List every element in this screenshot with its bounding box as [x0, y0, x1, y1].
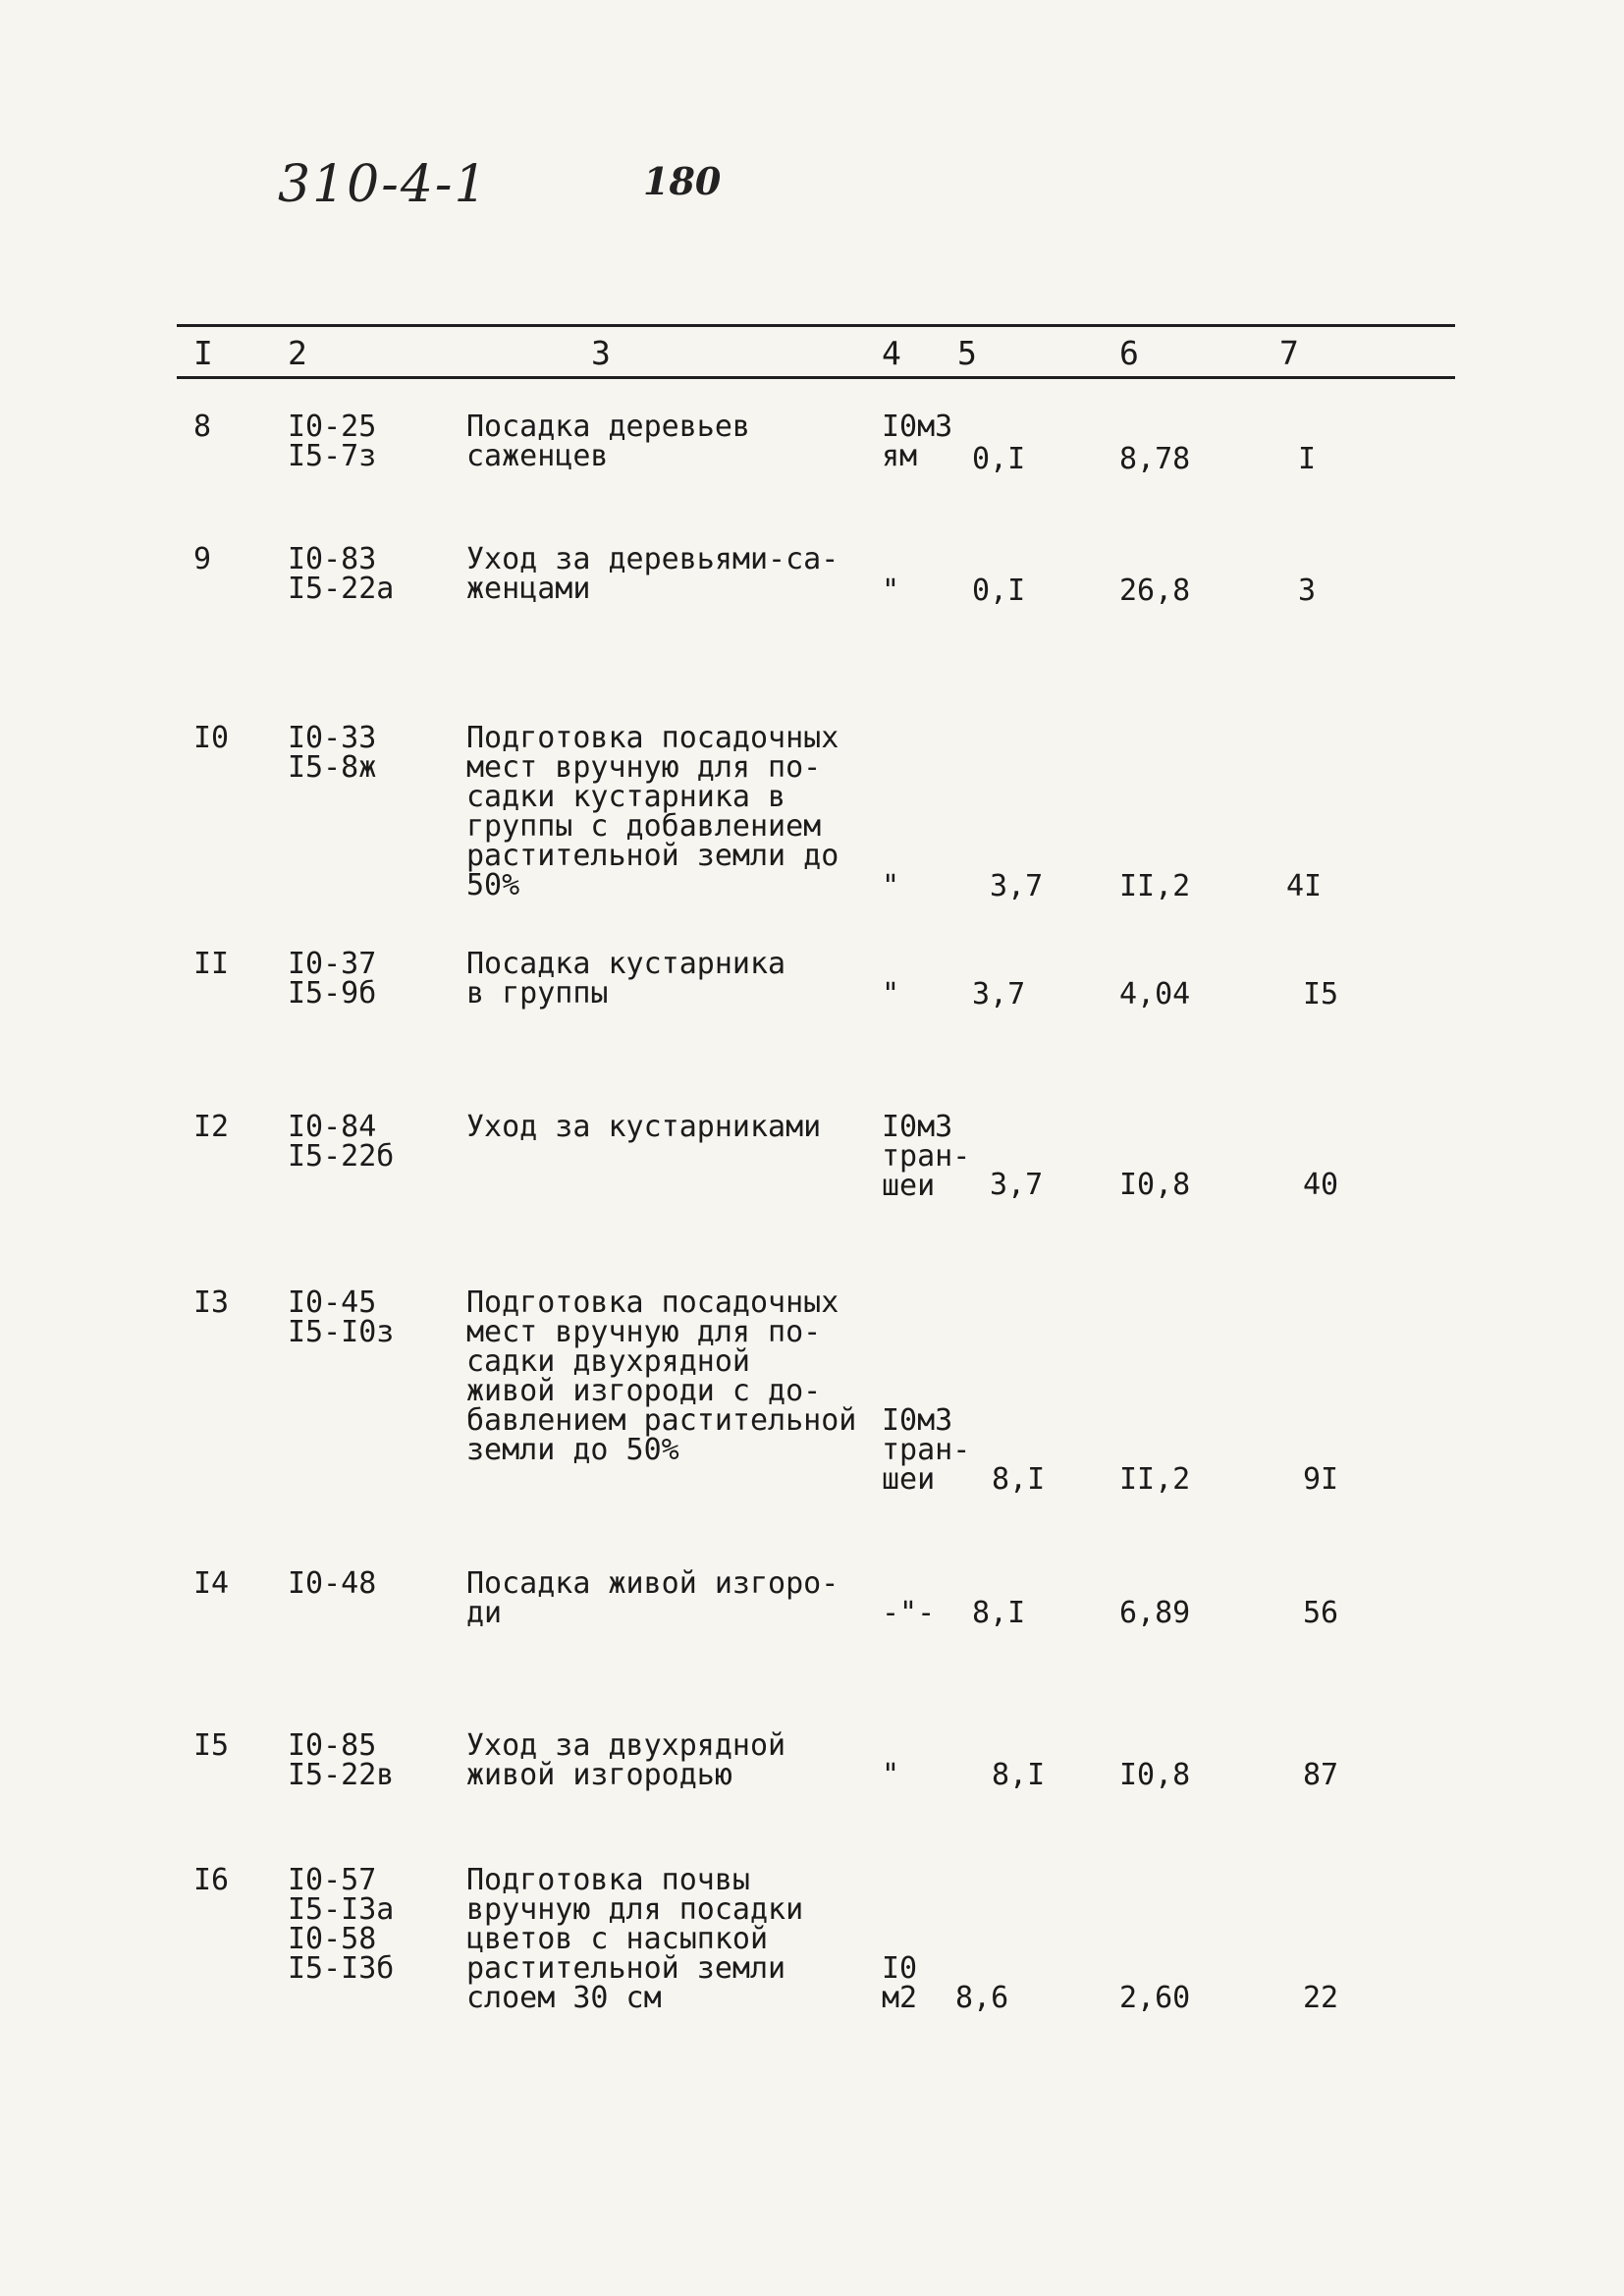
document-code: 310-4-1: [278, 155, 489, 214]
row-codes: I0-84 I5-22б: [288, 1110, 395, 1174]
row-number: I6: [193, 1863, 230, 1897]
row-total: I: [1298, 442, 1317, 476]
row-description: Подготовка посадочных мест вручную для по- садки двухрядной живой изгороди с до- бавлением растительной земли до 50%: [466, 1285, 857, 1467]
row-number: 8: [193, 410, 212, 444]
row-number: II: [193, 947, 230, 981]
row-price: II,2: [1119, 1462, 1191, 1497]
row-description: Уход за кустарниками: [466, 1110, 822, 1144]
row-quantity: 3,7: [972, 977, 1026, 1011]
row-number: I4: [193, 1566, 230, 1601]
row-price: 2,60: [1119, 1981, 1191, 2015]
row-description: Посадка деревьев саженцев: [466, 410, 750, 473]
row-total: I5: [1303, 977, 1339, 1011]
row-unit: ": [882, 1758, 900, 1792]
row-description: Подготовка посадочных мест вручную для по- садки кустарника в группы с добавлением растительной земли до 50%: [466, 721, 839, 902]
column-header-6: 6: [1119, 334, 1139, 372]
row-quantity: 8,I: [992, 1758, 1046, 1792]
row-quantity: 0,I: [972, 442, 1026, 476]
row-codes: I0-57 I5-I3а I0-58 I5-I3б: [288, 1863, 395, 1986]
row-price: 4,04: [1119, 977, 1191, 1011]
row-unit: ": [882, 869, 900, 903]
column-header-4: 4: [882, 334, 901, 372]
row-total: 4I: [1286, 869, 1323, 903]
row-number: I2: [193, 1110, 230, 1144]
table-top-rule: [177, 324, 1455, 327]
column-header-1: I: [193, 334, 213, 372]
table-header-rule: [177, 376, 1455, 379]
row-total: 9I: [1303, 1462, 1339, 1497]
row-price: I0,8: [1119, 1168, 1191, 1202]
row-codes: I0-37 I5-9б: [288, 947, 377, 1011]
row-unit: -"-: [882, 1596, 936, 1630]
row-description: Подготовка почвы вручную для посадки цветов с насыпкой растительной земли слоем 30 см: [466, 1863, 804, 2015]
row-unit: ": [882, 574, 900, 608]
row-price: 8,78: [1119, 442, 1191, 476]
row-codes: I0-33 I5-8ж: [288, 721, 377, 785]
row-total: 22: [1303, 1981, 1339, 2015]
row-unit: I0м3 тран- шеи: [882, 1403, 971, 1497]
row-quantity: 8,I: [972, 1596, 1026, 1630]
row-total: 87: [1303, 1758, 1339, 1792]
row-codes: I0-45 I5-I0з: [288, 1285, 395, 1349]
row-codes: I0-48: [288, 1566, 377, 1601]
row-codes: I0-85 I5-22в: [288, 1728, 395, 1792]
row-total: 3: [1298, 574, 1317, 608]
row-unit: I0 м2: [882, 1951, 918, 2015]
row-price: I0,8: [1119, 1758, 1191, 1792]
row-price: 26,8: [1119, 574, 1191, 608]
row-quantity: 3,7: [990, 869, 1044, 903]
column-header-7: 7: [1279, 334, 1299, 372]
row-quantity: 3,7: [990, 1168, 1044, 1202]
row-codes: I0-83 I5-22а: [288, 542, 395, 606]
row-description: Уход за двухрядной живой изгородью: [466, 1728, 786, 1792]
row-price: 6,89: [1119, 1596, 1191, 1630]
row-codes: I0-25 I5-7з: [288, 410, 377, 473]
row-number: I3: [193, 1285, 230, 1320]
row-unit: I0м3 тран- шеи: [882, 1110, 971, 1203]
row-unit: I0м3 ям: [882, 410, 953, 473]
row-description: Уход за деревьями-са- женцами: [466, 542, 839, 606]
column-header-5: 5: [957, 334, 977, 372]
column-header-2: 2: [288, 334, 307, 372]
row-number: I0: [193, 721, 230, 755]
row-unit: ": [882, 977, 900, 1011]
row-total: 56: [1303, 1596, 1339, 1630]
row-number: I5: [193, 1728, 230, 1763]
row-quantity: 8,I: [992, 1462, 1046, 1497]
row-quantity: 0,I: [972, 574, 1026, 608]
row-price: II,2: [1119, 869, 1191, 903]
row-description: Посадка кустарника в группы: [466, 947, 786, 1011]
row-number: 9: [193, 542, 212, 576]
row-quantity: 8,6: [955, 1981, 1009, 2015]
row-description: Посадка живой изгоро- ди: [466, 1566, 839, 1630]
column-header-3: 3: [591, 334, 611, 372]
row-total: 40: [1303, 1168, 1339, 1202]
page-number: 180: [643, 159, 722, 203]
